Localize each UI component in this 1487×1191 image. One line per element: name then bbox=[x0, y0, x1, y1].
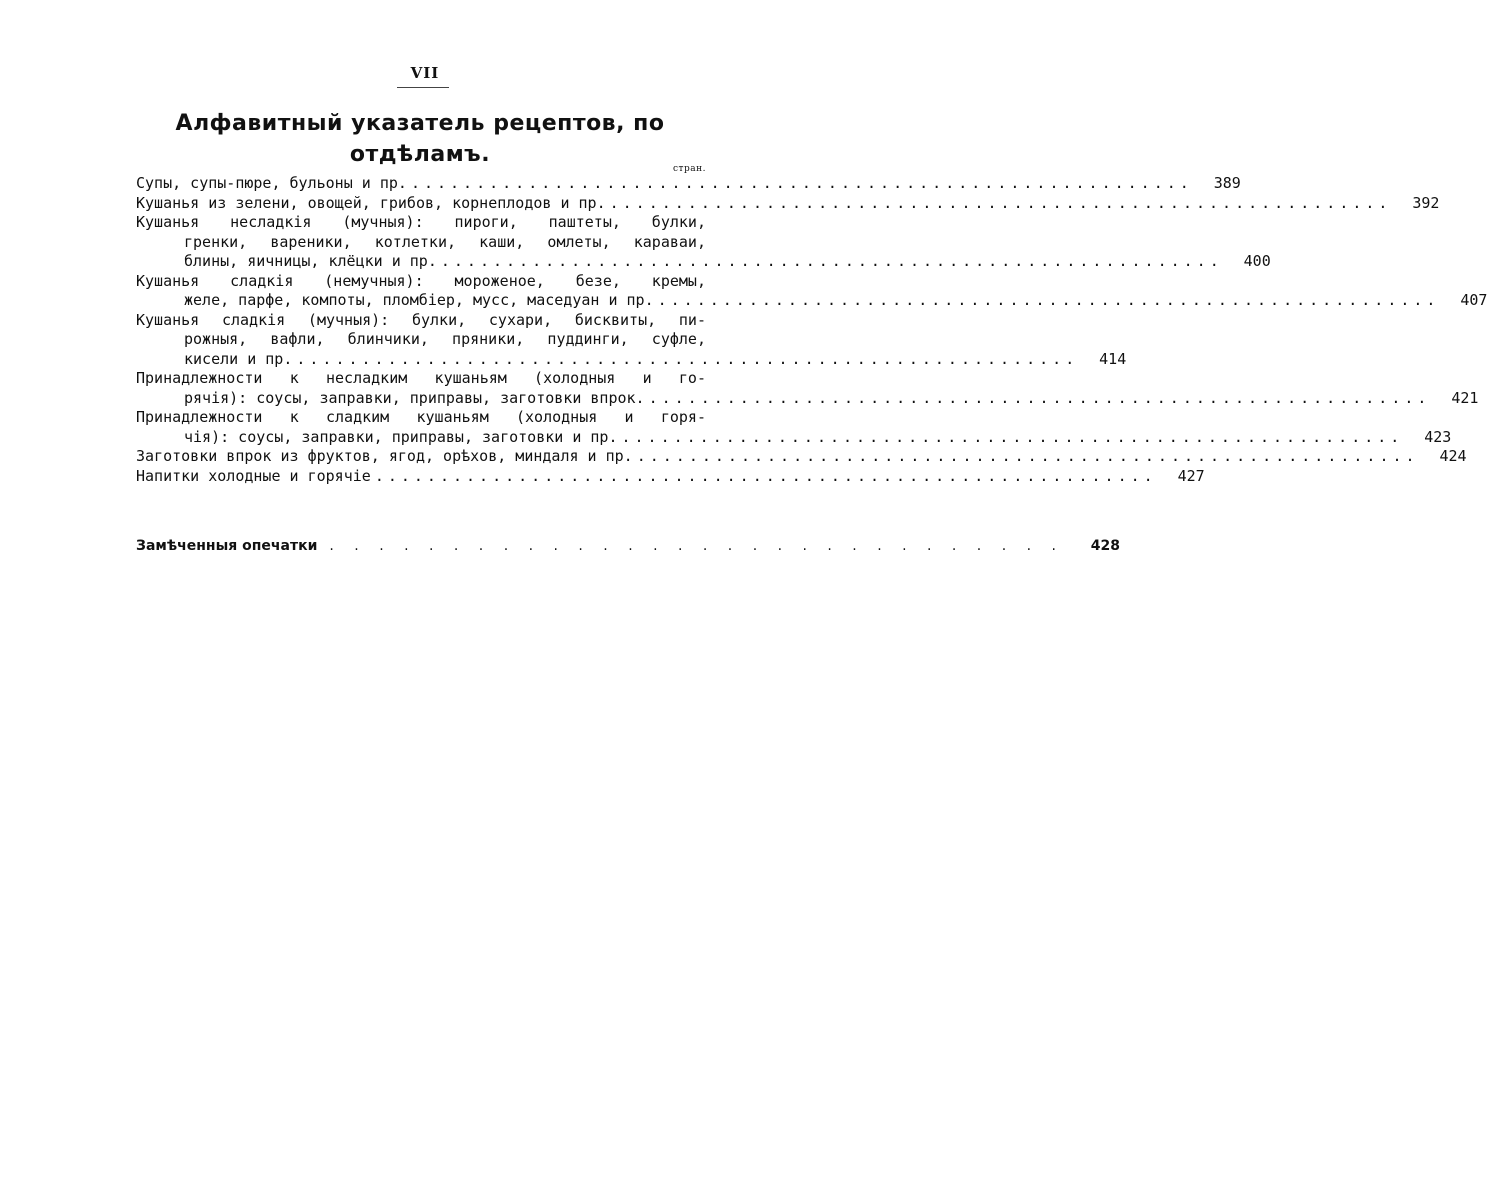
dot-leader: ............................................................ bbox=[648, 388, 1431, 407]
title-line-1: Алфавитный указатель рецептов, по bbox=[175, 111, 665, 136]
toc-entry bbox=[136, 466, 1205, 487]
toc-entry bbox=[136, 447, 1467, 467]
toc-entry-continuation bbox=[136, 330, 706, 350]
toc-entry-text: Принадлежности к сладким кушаньям (холодныя и горя- bbox=[136, 408, 706, 426]
toc-entry bbox=[136, 408, 706, 428]
toc-entry-text: Напитки холодные и горячіе bbox=[136, 466, 371, 485]
toc-entry-page: 400 bbox=[1243, 252, 1271, 270]
title-line-2: отдѣламъ. bbox=[349, 142, 491, 167]
dot-leader: ............................................................ bbox=[296, 349, 1079, 368]
toc-entry bbox=[136, 213, 706, 233]
page-title bbox=[150, 108, 690, 170]
toc-list bbox=[136, 174, 1487, 486]
toc-entry-text: блины, яичницы, клёцки и пр. bbox=[184, 252, 437, 270]
toc-entry-text: Принадлежности к несладким кушаньям (холодныя и го- bbox=[136, 369, 706, 387]
toc-entry-text: Заготовки впрок из фруктов, ягод, орѣхов, миндаля и пр. bbox=[136, 447, 633, 465]
toc-entry-page: 389 bbox=[1213, 174, 1241, 192]
dot-leader: ............................................................ bbox=[440, 252, 1223, 270]
toc-entry-text: Кушанья сладкія (мучныя): булки, сухари, бисквиты, пи- bbox=[136, 310, 706, 329]
toc-entry bbox=[136, 174, 1241, 194]
toc-entry-continuation bbox=[136, 349, 1127, 370]
toc-entry-text: Кушанья несладкія (мучныя): пироги, паштеты, булки, bbox=[136, 213, 706, 231]
toc-entry-continuation bbox=[136, 427, 1452, 448]
dot-leader: ............................................................ bbox=[621, 427, 1404, 446]
toc-entry-text: гренки, вареники, котлетки, каши, омлеты, караваи, bbox=[184, 232, 706, 251]
toc-entry-text: желе, парфе, компоты, пломбіер, мусс, маседуан и пр. bbox=[184, 291, 654, 309]
toc-entry-text: Супы, супы-пюре, бульоны и пр. bbox=[136, 174, 407, 192]
toc-entry-text: Кушанья из зелени, овощей, грибов, корнеплодов и пр. bbox=[136, 193, 606, 212]
errata-entry bbox=[136, 536, 1120, 556]
errata-leader: . . . . . . . . . . . . . . . . . . . . . . . . . . . . . . bbox=[329, 538, 1064, 554]
toc-entry-page: 423 bbox=[1424, 427, 1452, 446]
toc-entry-continuation bbox=[136, 252, 1271, 272]
page-number: VII bbox=[410, 64, 440, 82]
toc-entry-text: чія): соусы, заправки, приправы, заготовки и пр. bbox=[184, 427, 618, 446]
toc-entry bbox=[136, 369, 706, 389]
dot-leader: ............................................................ bbox=[609, 193, 1392, 212]
toc-entry-text: кисели и пр. bbox=[184, 349, 293, 368]
toc-entry bbox=[136, 311, 706, 331]
dot-leader: ............................................................ bbox=[657, 291, 1440, 309]
dot-leader: ............................................................ bbox=[374, 466, 1157, 485]
page-number-rule bbox=[397, 87, 449, 88]
toc-entry-page: 427 bbox=[1177, 466, 1205, 485]
toc-entry-text: Кушанья сладкія (немучныя): мороженое, безе, кремы, bbox=[136, 271, 706, 290]
toc-entry bbox=[136, 193, 1440, 214]
toc-entry-continuation bbox=[136, 291, 1487, 311]
toc-entry-continuation bbox=[136, 233, 706, 253]
toc-entry-text: рячія): соусы, заправки, приправы, заготовки впрок. bbox=[184, 388, 645, 407]
toc-entry-page: 421 bbox=[1451, 388, 1479, 407]
toc-entry-continuation bbox=[136, 388, 1479, 409]
dot-leader: ............................................................ bbox=[410, 174, 1193, 192]
toc-entry-page: 407 bbox=[1460, 291, 1487, 309]
toc-entry-page: 392 bbox=[1412, 193, 1440, 212]
dot-leader: ............................................................ bbox=[636, 447, 1419, 465]
toc-entry-page: 424 bbox=[1439, 447, 1467, 465]
errata-label: Замѣченныя опечатки bbox=[136, 538, 318, 554]
toc-entry-text: рожныя, вафли, блинчики, пряники, пуддинги, суфле, bbox=[184, 330, 706, 348]
toc-entry bbox=[136, 272, 706, 292]
toc-entry-page: 414 bbox=[1099, 349, 1127, 368]
errata-page: 428 bbox=[1090, 538, 1120, 554]
column-header: стран. bbox=[672, 164, 706, 174]
